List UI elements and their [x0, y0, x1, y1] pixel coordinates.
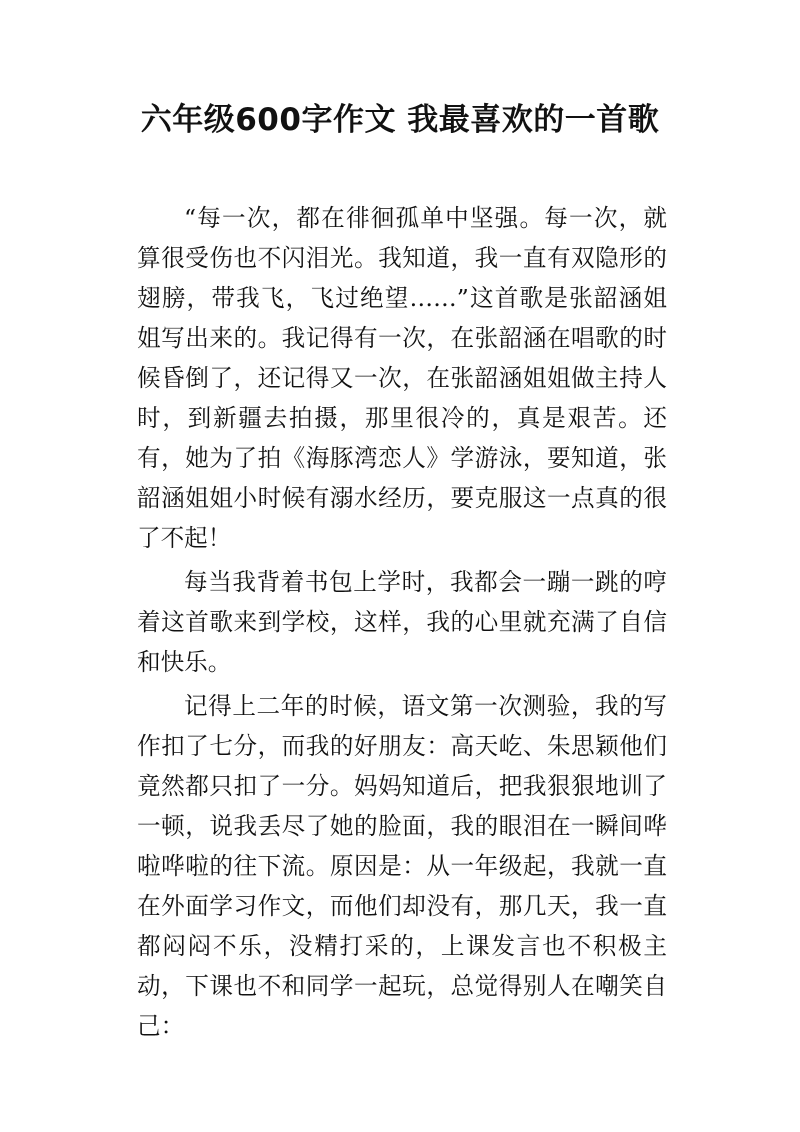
page-title: 六年级600字作文 我最喜欢的一首歌: [140, 102, 660, 138]
paragraph-1: “每一次，都在徘徊孤单中坚强。每一次，就算很受伤也不闪泪光。我知道，我一直有双隐形的翅膀，带我飞，飞过绝望……”这首歌是张韶涵姐姐写出来的。我记得有一次，在张韶涵在唱歌的时候昏倒了，还记得又一次，在张韶涵姐姐做主持人时，到新疆去拍摄，那里很冷的，真是艰苦。还有，她为了拍《海豚湾恋人》学游泳，要知道，张韶涵姐姐小时候有溺水经历，要克服这一点真的很了不起！: [137, 204, 667, 552]
paragraph-2: 每当我背着书包上学时，我都会一蹦一跳的哼着这首歌来到学校，这样，我的心里就充满了自信和快乐。: [137, 568, 667, 676]
article-body: [137, 198, 667, 1050]
paragraph-3: 记得上二年的时候，语文第一次测验，我的写作扣了七分，而我的好朋友：高天屹、朱思颖他们竟然都只扣了一分。妈妈知道后，把我狠狠地训了一顿，说我丢尽了她的脸面，我的眼泪在一瞬间哗啦哗啦的往下流。原因是：从一年级起，我就一直在外面学习作文，而他们却没有，那几天，我一直都闷闷不乐，没精打采的，上课发言也不积极主动，下课也不和同学一起玩，总觉得别人在嘲笑自己：: [137, 692, 667, 1040]
